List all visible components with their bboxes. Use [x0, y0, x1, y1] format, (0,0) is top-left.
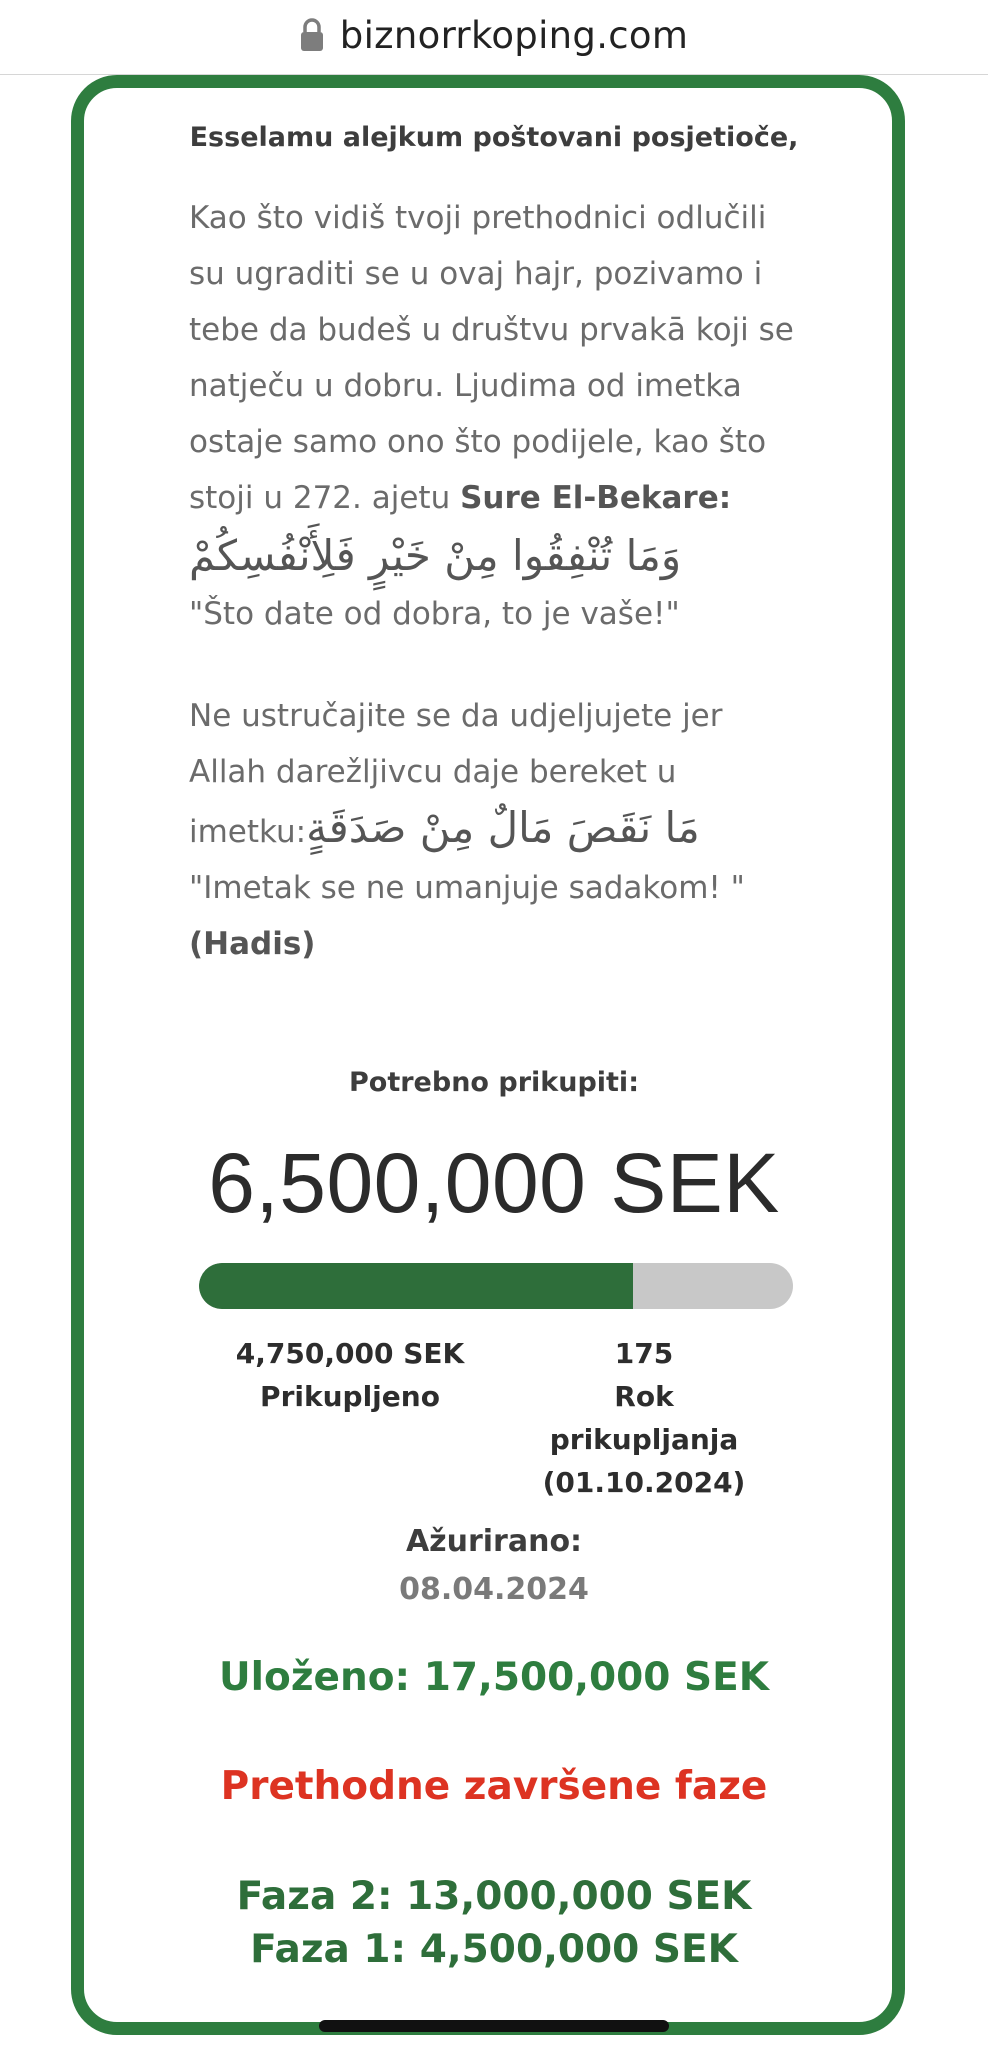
updated-label: Ažurirano: — [405, 1524, 583, 1559]
previous-phases-heading: Prethodne završene faze — [220, 1764, 768, 1809]
deadline-date: (01.10.2024) — [542, 1466, 746, 1499]
deadline-label-1: Rok — [614, 1380, 674, 1413]
intro-line: tebe da budeš u društvu prvakā koji se — [189, 312, 794, 348]
hadith-paragraph — [189, 688, 829, 972]
lock-icon — [300, 18, 324, 52]
deadline-stat — [494, 1332, 794, 1504]
hadith-source: (Hadis) — [189, 926, 316, 962]
verse-translation: "Što date od dobra, to je vaše!" — [189, 596, 680, 632]
arabic-hadith: مَا نَقَصَ مَالٌ مِنْ صَدَقَةٍ — [306, 803, 700, 852]
progress-bar-fill — [199, 1263, 633, 1309]
hadith-line: Ne ustručajite se da udjeljujete jer — [189, 698, 723, 734]
intro-line: Kao što vidiš tvoji prethodnici odlučili — [189, 200, 767, 236]
deadline-label-2: prikupljanja — [549, 1423, 739, 1456]
intro-line: stoji u 272. ajetu — [189, 480, 461, 516]
invested-total: Uloženo: 17,500,000 SEK — [219, 1655, 769, 1700]
intro-line: ostaje samo ono što podijele, kao što — [189, 424, 767, 460]
address-bar-content — [300, 14, 688, 57]
days-left: 175 — [614, 1337, 674, 1370]
browser-address-bar[interactable] — [0, 0, 988, 75]
home-indicator[interactable] — [319, 2020, 669, 2032]
hadith-prefix: imetku: — [189, 814, 307, 850]
goal-amount: 6,500,000 SEK — [208, 1136, 780, 1230]
progress-bar — [199, 1263, 793, 1309]
surah-reference: Sure El-Bekare: — [460, 480, 732, 516]
intro-line: natječu u dobru. Ljudima od imetka — [189, 368, 742, 404]
collected-label: Prikupljeno — [260, 1380, 440, 1413]
intro-line: su ugraditi se u ovaj hajr, pozivamo i — [189, 256, 763, 292]
updated-date: 08.04.2024 — [399, 1572, 589, 1607]
greeting-heading: Esselamu alejkum poštovani posjetioče, — [189, 122, 799, 153]
goal-label: Potrebno prikupiti: — [349, 1067, 639, 1098]
intro-paragraph — [189, 190, 829, 642]
hadith-translation: "Imetak se ne umanjuje sadakom! " — [189, 870, 745, 906]
arabic-verse: وَمَا تُنْفِقُوا مِنْ خَيْرٍ فَلِأَنْفُسِكُمْ — [189, 531, 682, 580]
url-text[interactable]: biznorrkoping.com — [339, 13, 689, 57]
phase-1-amount: Faza 1: 4,500,000 SEK — [250, 1927, 738, 1972]
collected-amount: 4,750,000 SEK — [235, 1337, 465, 1370]
phase-2-amount: Faza 2: 13,000,000 SEK — [236, 1874, 752, 1919]
hadith-line: Allah darežljivcu daje bereket u — [189, 754, 677, 790]
collected-stat — [200, 1332, 500, 1418]
